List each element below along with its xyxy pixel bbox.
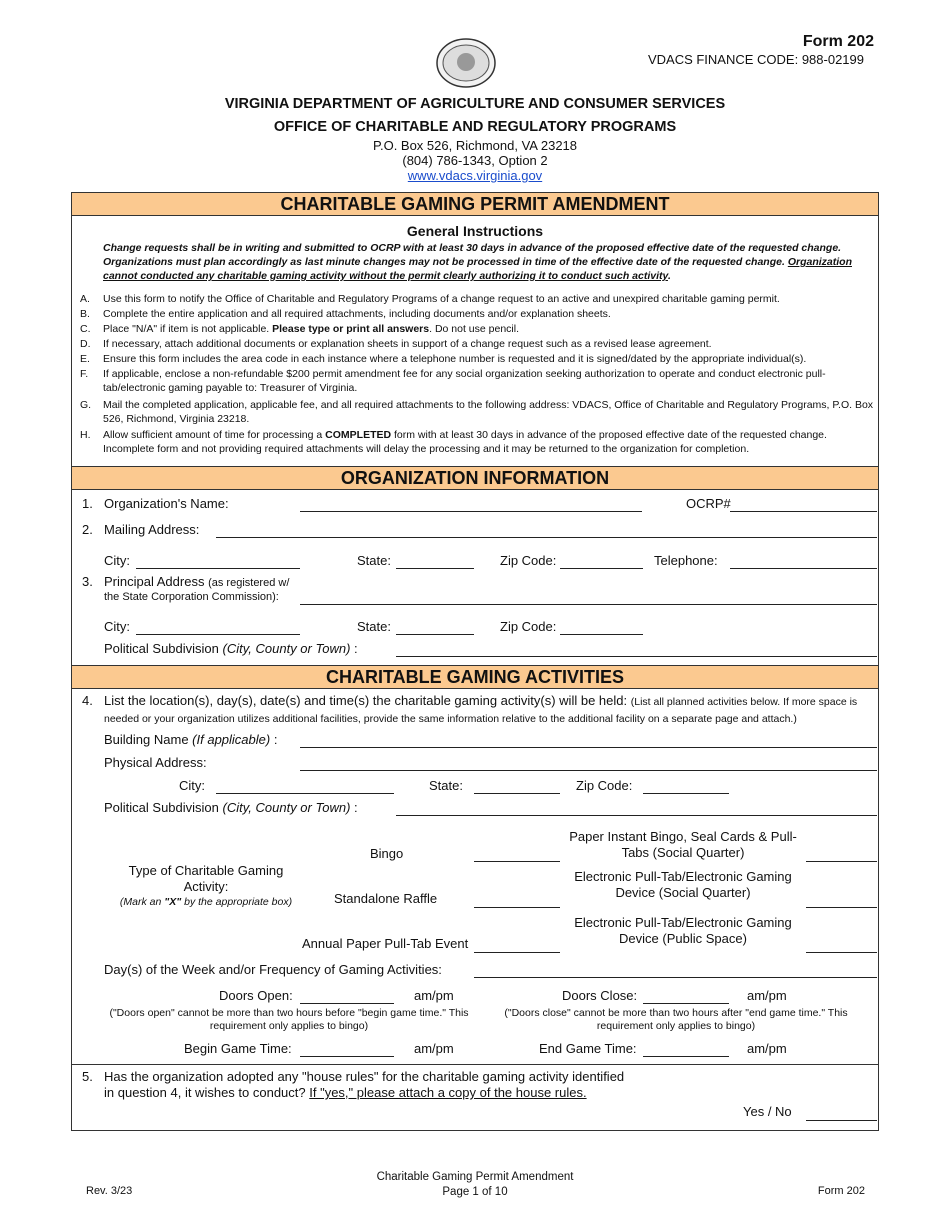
state-seal	[436, 38, 496, 88]
form-number: Form 202	[802, 33, 874, 50]
instruction-e: E. Ensure this form includes the area code in each instance where a telephone number is requested and it is signed/dated by the appropriate individual(s).	[80, 353, 807, 365]
building-label: Building Name (If applicable) :	[104, 732, 278, 747]
principal-zip-label: Zip Code:	[500, 619, 557, 634]
principal-address-label: Principal Address (as registered w/	[104, 574, 290, 589]
ocrp-label: OCRP#	[686, 496, 731, 511]
activity-zip-label: Zip Code:	[576, 778, 633, 793]
activity-city-label: City:	[179, 778, 205, 793]
num-4: 4.	[82, 693, 93, 708]
finance-code: VDACS FINANCE CODE: 988-02199	[647, 52, 864, 67]
principal-state-field[interactable]	[396, 634, 474, 635]
epull-public-label: Electronic Pull-Tab/Electronic Gaming Device (Public Space)	[574, 915, 792, 946]
epull-social-label: Electronic Pull-Tab/Electronic Gaming Device (Social Quarter)	[574, 869, 792, 900]
footer-rev: Rev. 3/23	[86, 1185, 133, 1197]
pulltab-event-checkbox[interactable]	[474, 952, 560, 953]
building-field[interactable]	[300, 747, 877, 748]
section-divider	[72, 1064, 878, 1065]
raffle-checkbox[interactable]	[474, 907, 560, 908]
num-5: 5.	[82, 1069, 93, 1084]
general-heading: General Instructions	[406, 223, 544, 239]
doors-open-ampm: am/pm	[414, 988, 454, 1003]
physical-address-field[interactable]	[300, 770, 877, 771]
instruction-h: H. Allow sufficient amount of time for processing a COMPLETED form with at least 30 days in advance of the proposed effective date of the requested change. Incomplete form and not providing required attachments will delay the processing and it may be returned to the organization for completion.	[80, 429, 827, 455]
mailing-city-label: City:	[104, 553, 130, 568]
general-intro-underlined: Organization cannot conducted any charitable gaming activity without the permit clearly authorizing it to conduct such activity	[103, 256, 852, 282]
days-label: Day(s) of the Week and/or Frequency of Gaming Activities:	[104, 962, 442, 977]
doors-close-field[interactable]	[643, 1003, 729, 1004]
activity-political-label: Political Subdivision (City, County or Town) :	[104, 800, 358, 815]
principal-state-label: State:	[357, 619, 391, 634]
principal-address-field[interactable]	[300, 604, 877, 605]
doors-close-ampm: am/pm	[747, 988, 787, 1003]
agency-name: VIRGINIA DEPARTMENT OF AGRICULTURE AND CONSUMER SERVICES	[224, 96, 726, 112]
mailing-zip-label: Zip Code:	[500, 553, 557, 568]
epull-public-checkbox[interactable]	[806, 952, 877, 953]
mailing-city-field[interactable]	[136, 568, 300, 569]
footer-form: Form 202	[817, 1185, 865, 1197]
begin-time-ampm: am/pm	[414, 1041, 454, 1056]
instruction-b: B. Complete the entire application and all required attachments, including documents and/or explanation sheets.	[80, 308, 611, 320]
physical-address-label: Physical Address:	[104, 755, 207, 770]
mailing-address-field[interactable]	[216, 537, 877, 538]
telephone-label: Telephone:	[654, 553, 718, 568]
doors-close-note: ("Doors close" cannot be more than two hours after "end game time." This requirement only applies to bingo)	[504, 1007, 848, 1032]
office-name: OFFICE OF CHARITABLE AND REGULATORY PROGRAMS	[273, 119, 677, 135]
end-time-field[interactable]	[643, 1056, 729, 1057]
bingo-label: Bingo	[370, 846, 404, 861]
end-time-label: End Game Time:	[539, 1041, 637, 1056]
q5-line1: Has the organization adopted any "house rules" for the charitable gaming activity identified	[104, 1069, 625, 1084]
epull-social-checkbox[interactable]	[806, 907, 877, 908]
footer-title: Charitable Gaming Permit Amendment	[376, 1171, 574, 1183]
activity-state-label: State:	[429, 778, 463, 793]
footer-page: Page 1 of 10	[442, 1186, 508, 1198]
org-name-label: Organization's Name:	[104, 496, 229, 511]
instruction-d: D. If necessary, attach additional documents or explanation sheets in support of a change request such as a revised lease agreement.	[80, 338, 712, 350]
activity-zip-field[interactable]	[643, 793, 729, 794]
paper-instant-label: Paper Instant Bingo, Seal Cards & Pull-Tabs (Social Quarter)	[569, 829, 797, 860]
website-link[interactable]: www.vdacs.virginia.gov	[407, 168, 543, 183]
general-intro-text: Change requests shall be in writing and submitted to OCRP with at least 30 days in advance of the proposed effective date of the requested change. Organizations must plan accordingly as last minute changes may not be processed in time of the effective date of the requested change.	[103, 242, 842, 268]
q4-text: List the location(s), day(s), date(s) and time(s) the charitable gaming activity(s) will be held: (List all planned activities below. If more space is needed or your organization utilizes additional facilities, provide the same information relative to the additional facility on a separate page and attach.)	[104, 693, 858, 725]
begin-time-field[interactable]	[300, 1056, 394, 1057]
title-org-info: ORGANIZATION INFORMATION	[72, 466, 878, 490]
doors-open-note: ("Doors open" cannot be more than two hours before "begin game time." This requirement only applies to bingo)	[109, 1007, 469, 1032]
activity-city-field[interactable]	[216, 793, 394, 794]
end-time-ampm: am/pm	[747, 1041, 787, 1056]
principal-zip-field[interactable]	[560, 634, 643, 635]
principal-address-note: the State Corporation Commission):	[104, 591, 279, 603]
instruction-c: C. Place "N/A" if item is not applicable. Please type or print all answers. Do not use pencil.	[80, 323, 519, 335]
general-intro: Change requests shall be in writing and submitted to OCRP with at least 30 days in advance of the proposed effective date of the requested change. Organizations must plan accordingly as last minute changes may not be processed in time of the effective date of the requested change. Organization cannot conducted any charitable gaming activity without the permit clearly authorizing it to conduct such activity.	[103, 242, 852, 282]
phone: (804) 786-1343, Option 2	[402, 153, 548, 168]
mailing-state-field[interactable]	[396, 568, 474, 569]
instruction-g: G. Mail the completed application, applicable fee, and all required attachments to the following address: VDACS, Office of Charitable and Regulatory Programs, P.O. Box 526, Richmond, Virginia 23218.	[80, 399, 874, 425]
bingo-checkbox[interactable]	[474, 861, 560, 862]
paper-instant-checkbox[interactable]	[806, 861, 877, 862]
title-amendment: CHARITABLE GAMING PERMIT AMENDMENT	[72, 192, 878, 216]
org-political-field[interactable]	[396, 656, 877, 657]
num-3: 3.	[82, 574, 93, 589]
mailing-state-label: State:	[357, 553, 391, 568]
doors-close-label: Doors Close:	[562, 988, 638, 1003]
raffle-label: Standalone Raffle	[334, 891, 438, 906]
num-2: 2.	[82, 522, 93, 537]
mailing-zip-field[interactable]	[560, 568, 643, 569]
ocrp-field[interactable]	[730, 511, 877, 512]
pulltab-event-label: Annual Paper Pull-Tab Event	[302, 936, 469, 951]
address: P.O. Box 526, Richmond, VA 23218	[372, 138, 578, 153]
num-1: 1.	[82, 496, 93, 511]
activity-political-field[interactable]	[396, 815, 877, 816]
activity-state-field[interactable]	[474, 793, 560, 794]
principal-city-field[interactable]	[136, 634, 300, 635]
type-label: Type of Charitable Gaming Activity:	[128, 863, 284, 894]
org-name-field[interactable]	[300, 511, 642, 512]
telephone-field[interactable]	[730, 568, 877, 569]
instruction-a: A. Use this form to notify the Office of Charitable and Regulatory Programs of a change request to an active and unexpired charitable gaming permit.	[80, 293, 780, 305]
begin-time-label: Begin Game Time:	[184, 1041, 292, 1056]
days-field[interactable]	[474, 977, 877, 978]
mailing-address-label: Mailing Address:	[104, 522, 200, 537]
type-note: (Mark an "X" by the appropriate box)	[119, 896, 293, 908]
title-activities: CHARITABLE GAMING ACTIVITIES	[72, 665, 878, 689]
instruction-f: F. If applicable, enclose a non-refundable $200 permit amendment fee for any social organization seeking authorization to operate and conduct electronic pull-tab/electronic gaming payable to: Treasurer of Virginia.	[80, 368, 826, 394]
doors-open-label: Doors Open:	[219, 988, 293, 1003]
principal-city-label: City:	[104, 619, 130, 634]
doors-open-field[interactable]	[300, 1003, 394, 1004]
yes-no-field[interactable]	[806, 1120, 877, 1121]
q5-line2: in question 4, it wishes to conduct? If "yes," please attach a copy of the house rules.	[104, 1085, 587, 1100]
yes-no-label: Yes / No	[743, 1104, 792, 1119]
org-political-label: Political Subdivision (City, County or Town) :	[104, 641, 358, 656]
